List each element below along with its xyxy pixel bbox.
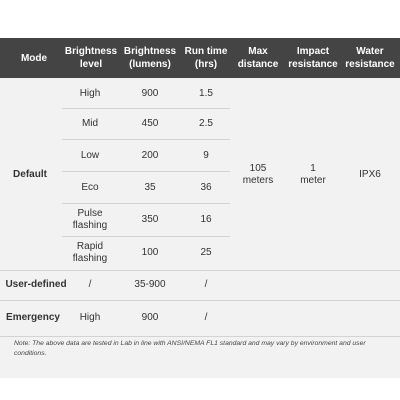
header-water-resistance: Water resistance [345,46,395,70]
runtime-cell: 1.5 [199,88,213,99]
runtime-cell: / [204,312,208,323]
footnote: Note: The above data are tested in Lab in line with ANSI/NEMA FL1 standard and may vary by environment and user conditions. [14,340,366,357]
lumens-cell: 35-900 [134,278,166,290]
impact-resistance-cell: 1 meter [300,163,326,186]
level-cell: Low [80,149,100,161]
runtime-cell: 9 [203,149,209,161]
level-cell: High [79,312,101,323]
runtime-cell: 36 [200,181,212,193]
mode-emergency: Emergency [6,312,60,323]
level-cell: Mid [81,118,99,129]
runtime-cell: 16 [200,214,212,225]
runtime-cell: 2.5 [199,118,213,129]
mode-default: Default [13,169,47,180]
mode-user-defined: User-defined [5,278,67,290]
lumens-cell: 200 [141,149,159,161]
level-cell: High [79,88,101,99]
lumens-cell: 100 [141,247,159,258]
runtime-cell: / [204,278,208,290]
max-distance-cell: 105 meters [242,163,274,186]
level-cell: Rapid flashing [72,241,108,264]
level-cell: Eco [81,181,99,193]
header-impact-resistance: Impact resistance [288,46,338,70]
lumens-cell: 450 [141,118,159,129]
header-mode: Mode [20,52,48,64]
group-divider [0,336,400,337]
level-cell: Pulse flashing [72,208,108,231]
runtime-cell: 25 [200,247,212,258]
water-resistance-cell: IPX6 [359,169,381,180]
lumens-cell: 350 [141,214,159,225]
header-brightness-lumens: Brightness (lumens) [123,46,177,70]
lumens-cell: 35 [144,181,156,193]
header-brightness-level: Brightness level [64,46,118,70]
level-cell: / [88,278,92,290]
lumens-cell: 900 [141,88,159,99]
header-run-time: Run time (hrs) [184,46,228,70]
header-max-distance: Max distance [237,46,279,70]
table-header [0,38,400,78]
lumens-cell: 900 [141,312,159,323]
